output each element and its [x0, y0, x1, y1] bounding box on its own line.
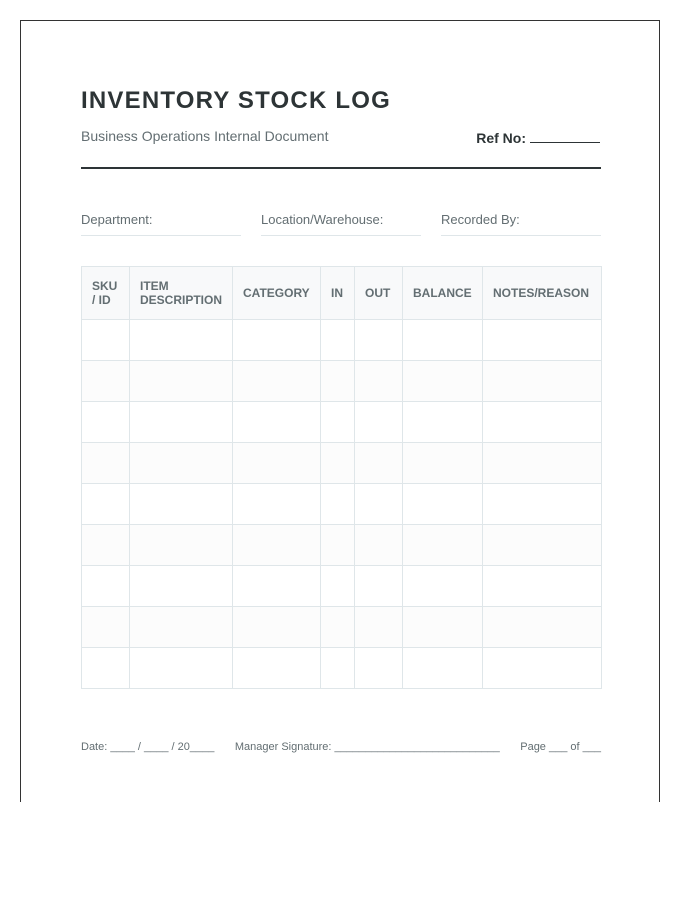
ref-number-field[interactable] — [530, 128, 600, 143]
cell-in[interactable] — [321, 361, 355, 402]
cell-out[interactable] — [355, 607, 403, 648]
cell-balance[interactable] — [403, 566, 483, 607]
cell-category[interactable] — [233, 361, 321, 402]
header-divider — [81, 167, 601, 169]
ref-label: Ref No: — [476, 130, 526, 146]
cell-category[interactable] — [233, 566, 321, 607]
cell-notes-reason[interactable] — [483, 484, 602, 525]
column-header-item-description: ITEM DESCRIPTION — [130, 267, 233, 320]
table-row — [82, 484, 602, 525]
cell-sku[interactable] — [82, 361, 130, 402]
cell-category[interactable] — [233, 607, 321, 648]
cell-balance[interactable] — [403, 361, 483, 402]
column-header-balance: BALANCE — [403, 267, 483, 320]
cell-category[interactable] — [233, 402, 321, 443]
cell-notes-reason[interactable] — [483, 648, 602, 689]
cell-balance[interactable] — [403, 484, 483, 525]
cell-balance[interactable] — [403, 607, 483, 648]
date-field[interactable]: Date: ____ / ____ / 20____ — [81, 741, 215, 753]
cell-in[interactable] — [321, 566, 355, 607]
cell-sku[interactable] — [82, 607, 130, 648]
cell-out[interactable] — [355, 320, 403, 361]
table-row — [82, 566, 602, 607]
document-footer — [81, 741, 601, 753]
table-row — [82, 361, 602, 402]
cell-sku[interactable] — [82, 525, 130, 566]
table-row — [82, 607, 602, 648]
table-header-row — [82, 267, 602, 320]
cell-notes-reason[interactable] — [483, 402, 602, 443]
column-header-out: OUT — [355, 267, 403, 320]
location-warehouse-label: Location/Warehouse: — [261, 212, 384, 227]
stock-log-table — [81, 266, 602, 689]
cell-item-description[interactable] — [130, 525, 233, 566]
cell-item-description[interactable] — [130, 443, 233, 484]
ref-number — [476, 128, 600, 146]
cell-sku[interactable] — [82, 648, 130, 689]
cell-category[interactable] — [233, 525, 321, 566]
cell-in[interactable] — [321, 443, 355, 484]
cell-in[interactable] — [321, 402, 355, 443]
cell-sku[interactable] — [82, 320, 130, 361]
document-subtitle: Business Operations Internal Document — [81, 128, 329, 144]
cell-balance[interactable] — [403, 320, 483, 361]
cell-balance[interactable] — [403, 525, 483, 566]
cell-in[interactable] — [321, 648, 355, 689]
cell-out[interactable] — [355, 361, 403, 402]
recorded-by-field[interactable] — [441, 211, 601, 236]
cell-out[interactable] — [355, 566, 403, 607]
cell-category[interactable] — [233, 443, 321, 484]
cell-out[interactable] — [355, 525, 403, 566]
cell-balance[interactable] — [403, 648, 483, 689]
document-title: INVENTORY STOCK LOG — [81, 87, 391, 114]
cell-item-description[interactable] — [130, 648, 233, 689]
manager-signature-field[interactable]: Manager Signature: ___________________________ — [234, 741, 500, 753]
page-number-field[interactable]: Page ___ of ___ — [520, 741, 601, 753]
cell-sku[interactable] — [82, 402, 130, 443]
cell-notes-reason[interactable] — [483, 525, 602, 566]
cell-sku[interactable] — [82, 484, 130, 525]
cell-notes-reason[interactable] — [483, 361, 602, 402]
recorded-by-label: Recorded By: — [441, 212, 520, 227]
cell-category[interactable] — [233, 320, 321, 361]
cell-item-description[interactable] — [130, 402, 233, 443]
cell-in[interactable] — [321, 484, 355, 525]
cell-out[interactable] — [355, 648, 403, 689]
department-field[interactable] — [81, 211, 241, 236]
cell-notes-reason[interactable] — [483, 607, 602, 648]
cell-item-description[interactable] — [130, 320, 233, 361]
table-row — [82, 320, 602, 361]
cell-out[interactable] — [355, 443, 403, 484]
column-header-sku: SKU / ID — [82, 267, 130, 320]
table-row — [82, 648, 602, 689]
document-page — [20, 20, 660, 802]
cell-in[interactable] — [321, 525, 355, 566]
cell-notes-reason[interactable] — [483, 443, 602, 484]
table-row — [82, 443, 602, 484]
cell-in[interactable] — [321, 607, 355, 648]
cell-out[interactable] — [355, 402, 403, 443]
column-header-notes-reason: NOTES/REASON — [483, 267, 602, 320]
cell-sku[interactable] — [82, 566, 130, 607]
column-header-category: CATEGORY — [233, 267, 321, 320]
cell-notes-reason[interactable] — [483, 320, 602, 361]
department-label: Department: — [81, 212, 153, 227]
table-body — [82, 320, 602, 689]
cell-category[interactable] — [233, 648, 321, 689]
cell-item-description[interactable] — [130, 484, 233, 525]
location-warehouse-field[interactable] — [261, 211, 421, 236]
cell-sku[interactable] — [82, 443, 130, 484]
cell-balance[interactable] — [403, 402, 483, 443]
cell-notes-reason[interactable] — [483, 566, 602, 607]
cell-item-description[interactable] — [130, 361, 233, 402]
table-row — [82, 525, 602, 566]
cell-category[interactable] — [233, 484, 321, 525]
table-row — [82, 402, 602, 443]
cell-item-description[interactable] — [130, 607, 233, 648]
cell-balance[interactable] — [403, 443, 483, 484]
info-fields — [81, 211, 601, 236]
cell-in[interactable] — [321, 320, 355, 361]
cell-out[interactable] — [355, 484, 403, 525]
column-header-in: IN — [321, 267, 355, 320]
cell-item-description[interactable] — [130, 566, 233, 607]
